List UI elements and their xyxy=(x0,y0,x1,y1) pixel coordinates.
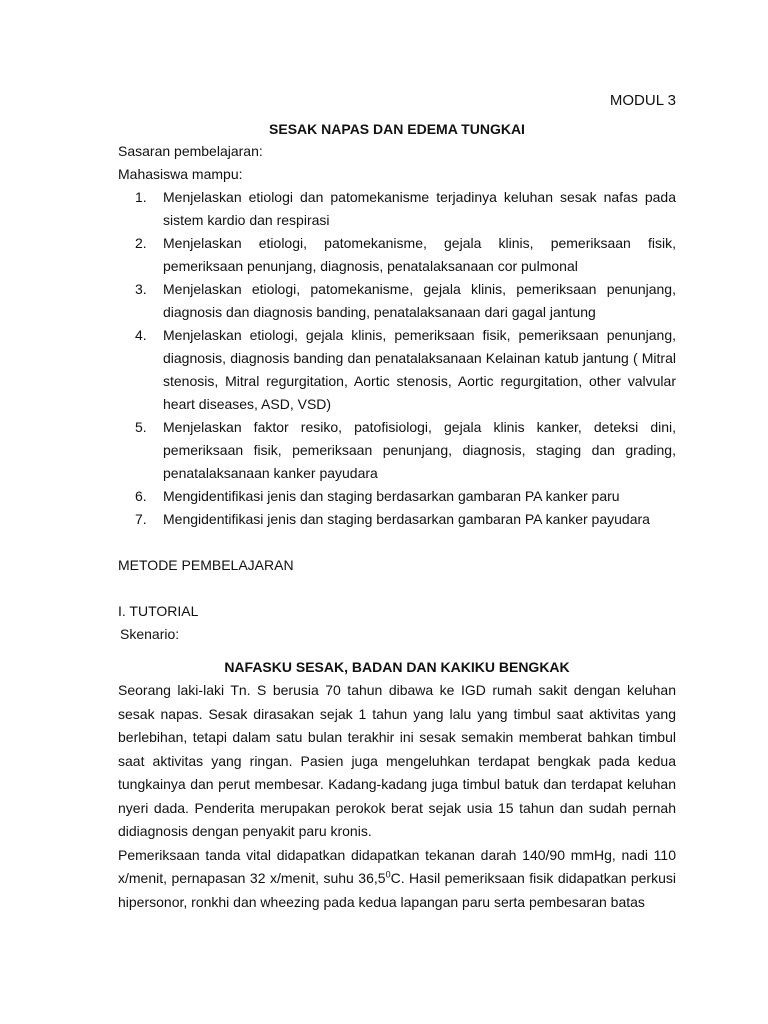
degree-superscript: 0 xyxy=(385,869,391,880)
page-title: SESAK NAPAS DAN EDEMA TUNGKAI xyxy=(269,121,525,137)
objective-number: 4. xyxy=(135,327,147,343)
objective-text: Menjelaskan etiologi, patomekanisme, gejala klinis, pemeriksaan fisik, pemeriksaan penunjang, diagnosis, penatalaksanaan cor pulmonal xyxy=(163,235,676,274)
objective-item xyxy=(118,416,676,485)
objective-text: Menjelaskan etiologi, patomekanisme, gejala klinis, pemeriksaan penunjang, diagnosis dan diagnosis banding, penatalaksanaan dari gagal jantung xyxy=(163,281,676,320)
objective-text: Menjelaskan etiologi, gejala klinis, pemeriksaan fisik, pemeriksaan penunjang, diagnosis, diagnosis banding dan penatalaksanaan Kelainan katub jantung ( Mitral stenosis, Mitral regurgitation, Aortic stenosis, Aortic regurgitation, other valvular heart diseases, ASD, VSD) xyxy=(163,327,676,412)
document-content xyxy=(118,90,676,914)
scenario-paragraph-2 xyxy=(118,844,676,915)
objective-number: 7. xyxy=(135,511,147,527)
tutorial-heading: I. TUTORIAL xyxy=(118,603,199,619)
paragraph-2-part-2: C. Hasil pemeriksaan fisik didapatkan perkusi hipersonor, ronkhi dan wheezing pada kedua lapangan paru serta pembesaran batas xyxy=(118,870,676,910)
scenario-paragraph-1: Seorang laki-laki Tn. S berusia 70 tahun dibawa ke IGD rumah sakit dengan keluhan sesak napas. Sesak dirasakan sejak 1 tahun yang lalu yang timbul saat aktivitas yang berlebihan, tetapi dalam satu bulan terakhir ini sesak semakin memberat bahkan timbul saat aktivitas yang ringan. Pasien juga mengeluhkan terdapat bengkak pada kedua tungkainya dan perut membesar. Kadang-kadang juga timbul batuk dan terdapat keluhan nyeri dada. Penderita merupakan perokok berat sejak usia 15 tahun dan sudah pernah didiagnosis dengan penyakit paru kronis. xyxy=(118,682,676,839)
paragraph-2-part-1: Pemeriksaan tanda vital didapatkan didapatkan tekanan darah 140/90 mmHg, nadi 110 x/menit, pernapasan 32 x/menit, suhu 36,5 xyxy=(118,846,676,886)
objectives-list xyxy=(118,186,676,531)
objective-item xyxy=(118,232,676,278)
objective-text: Menjelaskan etiologi dan patomekanisme terjadinya keluhan sesak nafas pada sistem kardio dan respirasi xyxy=(163,189,676,228)
objective-item xyxy=(118,508,676,531)
objective-number: 5. xyxy=(135,419,147,435)
spacer xyxy=(118,577,676,600)
objective-item xyxy=(118,186,676,232)
objective-item xyxy=(118,485,676,508)
mahasiswa-label: Mahasiswa mampu: xyxy=(118,166,243,182)
objective-number: 2. xyxy=(135,235,147,251)
objective-number: 3. xyxy=(135,281,147,297)
module-label: MODUL 3 xyxy=(609,92,676,109)
objective-text: Menjelaskan faktor resiko, patofisiologi, gejala klinis kanker, deteksi dini, pemeriksaan fisik, pemeriksaan penunjang, diagnosis, staging dan grading, penatalaksanaan kanker payudara xyxy=(163,419,676,481)
method-heading: METODE PEMBELAJARAN xyxy=(118,557,294,573)
objective-number: 1. xyxy=(135,189,147,205)
scenario-title: NAFASKU SESAK, BADAN DAN KAKIKU BENGKAK xyxy=(224,659,570,675)
objective-text: Mengidentifikasi jenis dan staging berdasarkan gambaran PA kanker paru xyxy=(163,488,620,504)
objective-item xyxy=(118,278,676,324)
objective-item xyxy=(118,324,676,416)
sasaran-label: Sasaran pembelajaran: xyxy=(118,143,263,159)
objective-number: 6. xyxy=(135,488,147,504)
scenario-label: Skenario: xyxy=(120,626,180,642)
objective-text: Mengidentifikasi jenis dan staging berdasarkan gambaran PA kanker payudara xyxy=(163,511,650,527)
spacer xyxy=(118,531,676,554)
